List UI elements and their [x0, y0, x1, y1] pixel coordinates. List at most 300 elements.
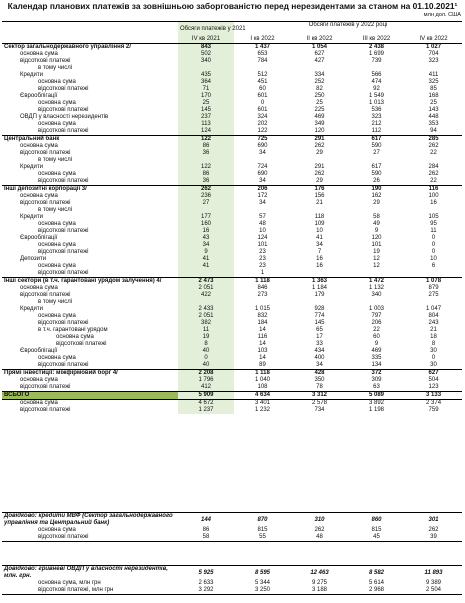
row-label: основна сума	[38, 313, 76, 319]
row-label: ВСЬОГО	[2, 392, 178, 400]
table-row	[2, 207, 462, 214]
cell-value: 236	[178, 193, 234, 200]
cell-value: 34	[316, 362, 323, 368]
table-row	[2, 263, 462, 270]
table-row	[2, 400, 462, 408]
cell-value: 12	[373, 263, 380, 269]
table-row	[2, 221, 462, 228]
cell-value: 400	[314, 355, 325, 361]
report-title: Календар планових платежів за зовнішньою заборгованістю перед нерезидентами за станом на 01.10.2021¹	[7, 1, 458, 11]
cell-value: 122	[178, 164, 234, 171]
cell-value: 41	[178, 263, 234, 270]
header-quarter: IV кв 2022	[405, 36, 462, 44]
row-label: відсоткові платежі	[20, 292, 71, 298]
cell-value: 590	[371, 143, 382, 149]
table-row	[2, 193, 462, 200]
cell-value: 3 188	[291, 587, 348, 595]
cell-value: 86	[178, 143, 234, 150]
cell-value: 5 909	[178, 392, 234, 400]
cell-value: 156	[314, 193, 325, 199]
row-label: відсоткові платежі	[20, 150, 71, 156]
cell-value: 94	[430, 128, 437, 134]
table-row	[2, 178, 462, 186]
cell-value	[291, 207, 348, 214]
cell-value: 22	[430, 178, 437, 184]
cell-value: 734	[314, 407, 325, 413]
cell-value: 122	[178, 136, 234, 144]
cell-value: 85	[430, 86, 437, 92]
cell-value: 16	[430, 200, 437, 206]
cell-value: 774	[314, 313, 325, 319]
cell-value: 273	[257, 292, 268, 298]
table-row	[2, 121, 462, 128]
cell-value: 275	[428, 292, 439, 298]
cell-value: 58	[373, 214, 380, 220]
cell-value: 113	[178, 121, 234, 128]
cell-value: 86	[202, 527, 210, 534]
cell-value: 804	[428, 313, 439, 319]
table-row	[2, 235, 462, 242]
row-label: основна сума	[38, 221, 76, 227]
cell-value: 206	[371, 320, 382, 326]
cell-value: 566	[371, 72, 382, 78]
table-row	[2, 313, 462, 320]
header-quarter: IV кв 2021	[178, 36, 234, 44]
header-2022-volume: Обсяги платежів у 2022 році	[234, 22, 462, 30]
cell-value: 590	[371, 171, 382, 177]
cell-value: 739	[371, 58, 382, 64]
row-label: основна сума	[20, 377, 58, 383]
cell-value: 704	[428, 51, 439, 57]
table-row	[2, 320, 462, 327]
cell-value: 382	[178, 320, 234, 327]
cell-value: 10	[259, 228, 266, 234]
table-row	[2, 355, 462, 362]
table-row	[2, 44, 462, 52]
cell-value	[234, 299, 291, 306]
cell-value: 14	[259, 355, 266, 361]
cell-value: 309	[371, 377, 382, 383]
cell-value: 202	[257, 121, 268, 127]
cell-value: 120	[371, 235, 382, 241]
cell-value: 108	[257, 384, 268, 390]
cell-value: 29	[316, 150, 323, 156]
row-label: основна сума	[38, 171, 76, 177]
row-label: відсоткові платежі	[38, 128, 89, 134]
table-row	[2, 327, 462, 334]
note-heading: Довідково: кредити МВФ (Сектор загальнодержавного управління та Центральний банк)	[2, 513, 178, 528]
row-label: в тому числі	[38, 157, 73, 163]
table-row	[2, 186, 462, 194]
row-label: Прямі інвестиції: міжфірмовий борг 4/	[2, 370, 178, 378]
table-row	[2, 93, 462, 100]
units-label: млн дол. США	[423, 12, 461, 18]
cell-value: 82	[316, 86, 323, 92]
cell-value: 310	[291, 513, 348, 528]
table-row	[2, 79, 462, 86]
row-label: основна сума	[38, 100, 76, 106]
header-quarter: III кв 2022	[348, 36, 405, 44]
row-label: основна сума	[20, 143, 58, 149]
uah-bonds-note	[2, 565, 462, 595]
table-row	[2, 150, 462, 157]
cell-value: 21	[430, 327, 437, 333]
cell-value: 8 595	[234, 566, 291, 581]
cell-value: 118	[314, 214, 325, 220]
table-row	[2, 306, 462, 313]
cell-value: 334	[314, 72, 325, 78]
cell-value: 1 132	[368, 285, 384, 291]
row-label: відсоткові платежі	[38, 86, 89, 92]
table-row	[2, 171, 462, 178]
cell-value: 690	[257, 143, 268, 149]
cell-value: 0	[431, 242, 436, 248]
cell-value: 78	[316, 384, 323, 390]
cell-value: 124	[178, 128, 234, 136]
cell-value: 33	[316, 341, 323, 347]
cell-value: 364	[178, 79, 234, 86]
imf-credits-note	[2, 512, 462, 542]
row-label: основна сума	[38, 242, 76, 248]
cell-value: 112	[371, 128, 382, 134]
cell-value: 8	[431, 341, 436, 347]
cell-value	[234, 207, 291, 214]
cell-value: 879	[428, 285, 439, 291]
table-row	[2, 157, 462, 164]
header-2021-volume: Обсяги платежів у 2021	[178, 22, 234, 37]
row-label: відсоткові платежі	[38, 107, 89, 113]
cell-value: 2 968	[348, 587, 405, 595]
row-label: відсоткові платежі	[20, 384, 71, 390]
payments-table	[2, 21, 462, 414]
cell-value: 1 040	[254, 377, 270, 383]
cell-value: 262	[428, 171, 439, 177]
cell-value: 25	[430, 100, 437, 106]
cell-value: 172	[257, 193, 268, 199]
cell-value: 26	[373, 178, 380, 184]
cell-value: 12 463	[291, 566, 348, 581]
cell-value: 250	[314, 93, 325, 99]
cell-value: 22	[430, 150, 437, 156]
table-row	[2, 580, 462, 587]
cell-value: 291	[291, 136, 348, 144]
cell-value: 3 892	[368, 400, 384, 406]
cell-value: 451	[257, 79, 268, 85]
cell-value: 412	[178, 384, 234, 392]
cell-value: 10	[430, 256, 437, 262]
cell-value: 5 614	[368, 580, 384, 587]
cell-value: 30	[430, 362, 437, 368]
table-row	[2, 128, 462, 136]
cell-value: 427	[314, 58, 325, 64]
cell-value	[405, 207, 462, 214]
cell-value: 0	[178, 355, 234, 362]
cell-value: 617	[371, 164, 382, 170]
cell-value: 448	[428, 114, 439, 120]
cell-value: 27	[178, 200, 234, 207]
cell-value: 435	[178, 72, 234, 79]
cell-value: 170	[178, 93, 234, 100]
row-label: відсоткові платежі, млн грн	[2, 587, 178, 595]
cell-value: 469	[314, 114, 325, 120]
cell-value: 18	[430, 334, 437, 340]
cell-value: 2 208	[178, 370, 234, 378]
cell-value: 48	[291, 534, 348, 542]
table-row	[2, 527, 462, 534]
cell-value: 116	[257, 334, 268, 340]
cell-value: 9	[374, 228, 379, 234]
cell-value: 815	[371, 527, 382, 534]
table-row	[2, 407, 462, 414]
cell-value: 0	[431, 355, 436, 361]
cell-value: 16	[316, 256, 323, 262]
cell-value: 1 047	[426, 306, 442, 312]
cell-value: 39	[405, 534, 462, 542]
cell-value: 262	[314, 143, 325, 149]
cell-value: 11	[430, 228, 437, 234]
cell-value: 323	[371, 114, 382, 120]
table-row	[2, 587, 462, 595]
cell-value: 3 133	[405, 392, 462, 400]
cell-value: 212	[371, 121, 382, 127]
table-row	[2, 362, 462, 370]
cell-value: 353	[428, 121, 439, 127]
cell-value: 160	[178, 221, 234, 228]
cell-value: 101	[257, 242, 268, 248]
table-row	[2, 200, 462, 207]
cell-value: 1 027	[405, 44, 462, 52]
cell-value: 49	[373, 221, 380, 227]
cell-value: 179	[314, 292, 325, 298]
row-label: Єврооблігації	[20, 348, 58, 354]
table-row	[2, 72, 462, 79]
cell-value: 428	[291, 370, 348, 378]
cell-value: 176	[291, 186, 348, 194]
table-row	[2, 341, 462, 348]
table-row	[2, 51, 462, 58]
cell-value	[178, 207, 234, 214]
cell-value: 434	[314, 348, 325, 354]
row-label: відсоткові платежі	[38, 320, 89, 326]
cell-value: 627	[405, 370, 462, 378]
cell-value: 65	[316, 327, 323, 333]
cell-value	[291, 157, 348, 164]
cell-value: 724	[257, 164, 268, 170]
cell-value: 323	[428, 58, 439, 64]
cell-value: 504	[428, 377, 439, 383]
cell-value	[348, 299, 405, 306]
note-heading: Довідково: гривневі ОВДП у власності нерезидентів, млн. грн.	[2, 566, 178, 581]
cell-value: 1 013	[368, 100, 384, 106]
header-corner-3	[2, 36, 178, 44]
cell-value: 41	[178, 256, 234, 263]
cell-value: 22	[373, 327, 380, 333]
row-label: відсоткові платежі	[20, 407, 71, 413]
cell-value: 92	[373, 86, 380, 92]
cell-value: 4 634	[234, 392, 291, 400]
cell-value: 29	[373, 200, 380, 206]
table-row	[2, 58, 462, 65]
cell-value: 23	[259, 256, 266, 262]
cell-value: 34	[259, 200, 266, 206]
cell-value	[178, 299, 234, 306]
cell-value: 252	[314, 79, 325, 85]
table-row	[2, 348, 462, 355]
cell-value: 95	[430, 221, 437, 227]
cell-value: 89	[259, 362, 266, 368]
cell-value: 262	[428, 527, 439, 534]
table-row	[2, 292, 462, 299]
cell-value	[405, 270, 462, 278]
cell-value: 41	[316, 235, 323, 241]
header-quarter: I кв 2022	[234, 36, 291, 44]
table-row	[2, 256, 462, 263]
cell-value: 36	[178, 178, 234, 186]
cell-value: 846	[257, 285, 268, 291]
cell-value: 536	[371, 107, 382, 113]
cell-value: 2 504	[405, 587, 462, 595]
row-label: відсоткові платежі	[38, 270, 89, 276]
row-label: Кредити	[20, 214, 43, 220]
table-row	[2, 107, 462, 114]
header-spacer	[234, 29, 462, 36]
cell-value	[178, 65, 234, 72]
cell-value: 870	[234, 513, 291, 528]
row-label: основна сума	[38, 263, 76, 269]
cell-value: 60	[373, 334, 380, 340]
table-row	[2, 278, 462, 286]
cell-value: 109	[314, 221, 325, 227]
table-row	[2, 370, 462, 378]
cell-value: 25	[178, 100, 234, 107]
cell-value: 2 374	[426, 400, 442, 406]
table-row	[2, 86, 462, 93]
table-row	[2, 270, 462, 278]
cell-value	[178, 270, 234, 278]
cell-value: 19	[178, 334, 234, 341]
cell-value: 797	[371, 313, 382, 319]
row-label: відсоткові платежі	[2, 534, 178, 542]
table-row	[2, 285, 462, 292]
cell-value: 11 893	[405, 566, 462, 581]
cell-value	[291, 65, 348, 72]
cell-value: 206	[234, 186, 291, 194]
table-row	[2, 377, 462, 384]
cell-value: 45	[348, 534, 405, 542]
row-label: основна сума	[20, 285, 58, 291]
cell-value: 143	[428, 107, 439, 113]
cell-value: 340	[178, 58, 234, 65]
note-heading-row	[2, 513, 462, 528]
cell-value: 474	[371, 79, 382, 85]
cell-value: 58	[178, 534, 234, 542]
table-row	[2, 100, 462, 107]
cell-value: 8	[178, 341, 234, 348]
cell-value: 512	[257, 72, 268, 78]
table-row	[2, 334, 462, 341]
cell-value: 411	[428, 72, 439, 78]
cell-value: 1 198	[368, 407, 384, 413]
cell-value: 3 292	[178, 587, 234, 595]
row-label: відсоткові платежі	[20, 200, 71, 206]
cell-value: 184	[257, 320, 268, 326]
cell-value: 1 237	[178, 407, 234, 414]
cell-value: 725	[234, 136, 291, 144]
cell-value: 225	[314, 107, 325, 113]
cell-value: 843	[178, 44, 234, 52]
cell-value: 2 051	[178, 285, 234, 292]
cell-value: 25	[316, 100, 323, 106]
cell-value: 237	[178, 114, 234, 121]
row-label: Кредити	[20, 72, 43, 78]
cell-value: 243	[428, 320, 439, 326]
table-row	[2, 299, 462, 306]
table-row	[2, 143, 462, 150]
row-label: основна сума	[38, 79, 76, 85]
cell-value: 469	[371, 348, 382, 354]
cell-value: 815	[257, 527, 268, 534]
cell-value	[405, 65, 462, 72]
cell-value: 928	[314, 306, 325, 312]
cell-value: 9 389	[425, 580, 441, 587]
cell-value: 653	[257, 51, 268, 57]
cell-value: 57	[259, 214, 266, 220]
cell-value: 101	[371, 242, 382, 248]
cell-value: 23	[259, 263, 266, 269]
cell-value: 1 472	[348, 278, 405, 286]
cell-value: 1 003	[368, 306, 384, 312]
cell-value: 116	[405, 186, 462, 194]
cell-value: 627	[314, 51, 325, 57]
cell-value: 134	[371, 362, 382, 368]
cell-value: 8 582	[348, 566, 405, 581]
cell-value: 3 401	[254, 400, 270, 406]
table-row	[2, 114, 462, 121]
cell-value: 144	[178, 513, 234, 528]
cell-value: 36	[178, 150, 234, 157]
cell-value: 262	[178, 186, 234, 194]
header-quarter: II кв 2022	[291, 36, 348, 44]
cell-value	[348, 65, 405, 72]
cell-value: 21	[316, 200, 323, 206]
cell-value: 10	[316, 228, 323, 234]
cell-value: 5 344	[254, 580, 270, 587]
row-label: Єврооблігації	[20, 93, 58, 99]
cell-value: 2 633	[198, 580, 214, 587]
cell-value: 5 925	[178, 566, 234, 581]
cell-value: 1 054	[291, 44, 348, 52]
cell-value: 124	[257, 235, 268, 241]
cell-value: 86	[178, 171, 234, 178]
cell-value: 40	[178, 362, 234, 370]
cell-value: 16	[178, 228, 234, 235]
cell-value: 2 433	[178, 306, 234, 313]
cell-value: 55	[234, 534, 291, 542]
cell-value: 11	[178, 327, 234, 334]
row-label: Інші депозитні корпорації 3/	[2, 186, 178, 194]
cell-value: 262	[314, 527, 325, 534]
cell-value: 759	[428, 407, 439, 413]
row-label: основна сума	[38, 527, 76, 534]
table-row	[2, 228, 462, 235]
cell-value: 2 578	[311, 400, 327, 406]
cell-value: 16	[316, 263, 323, 269]
cell-value: 123	[428, 384, 439, 390]
row-label: відсоткові платежі	[20, 58, 71, 64]
table-row	[2, 242, 462, 249]
cell-value: 262	[314, 171, 325, 177]
table-row	[2, 384, 462, 392]
